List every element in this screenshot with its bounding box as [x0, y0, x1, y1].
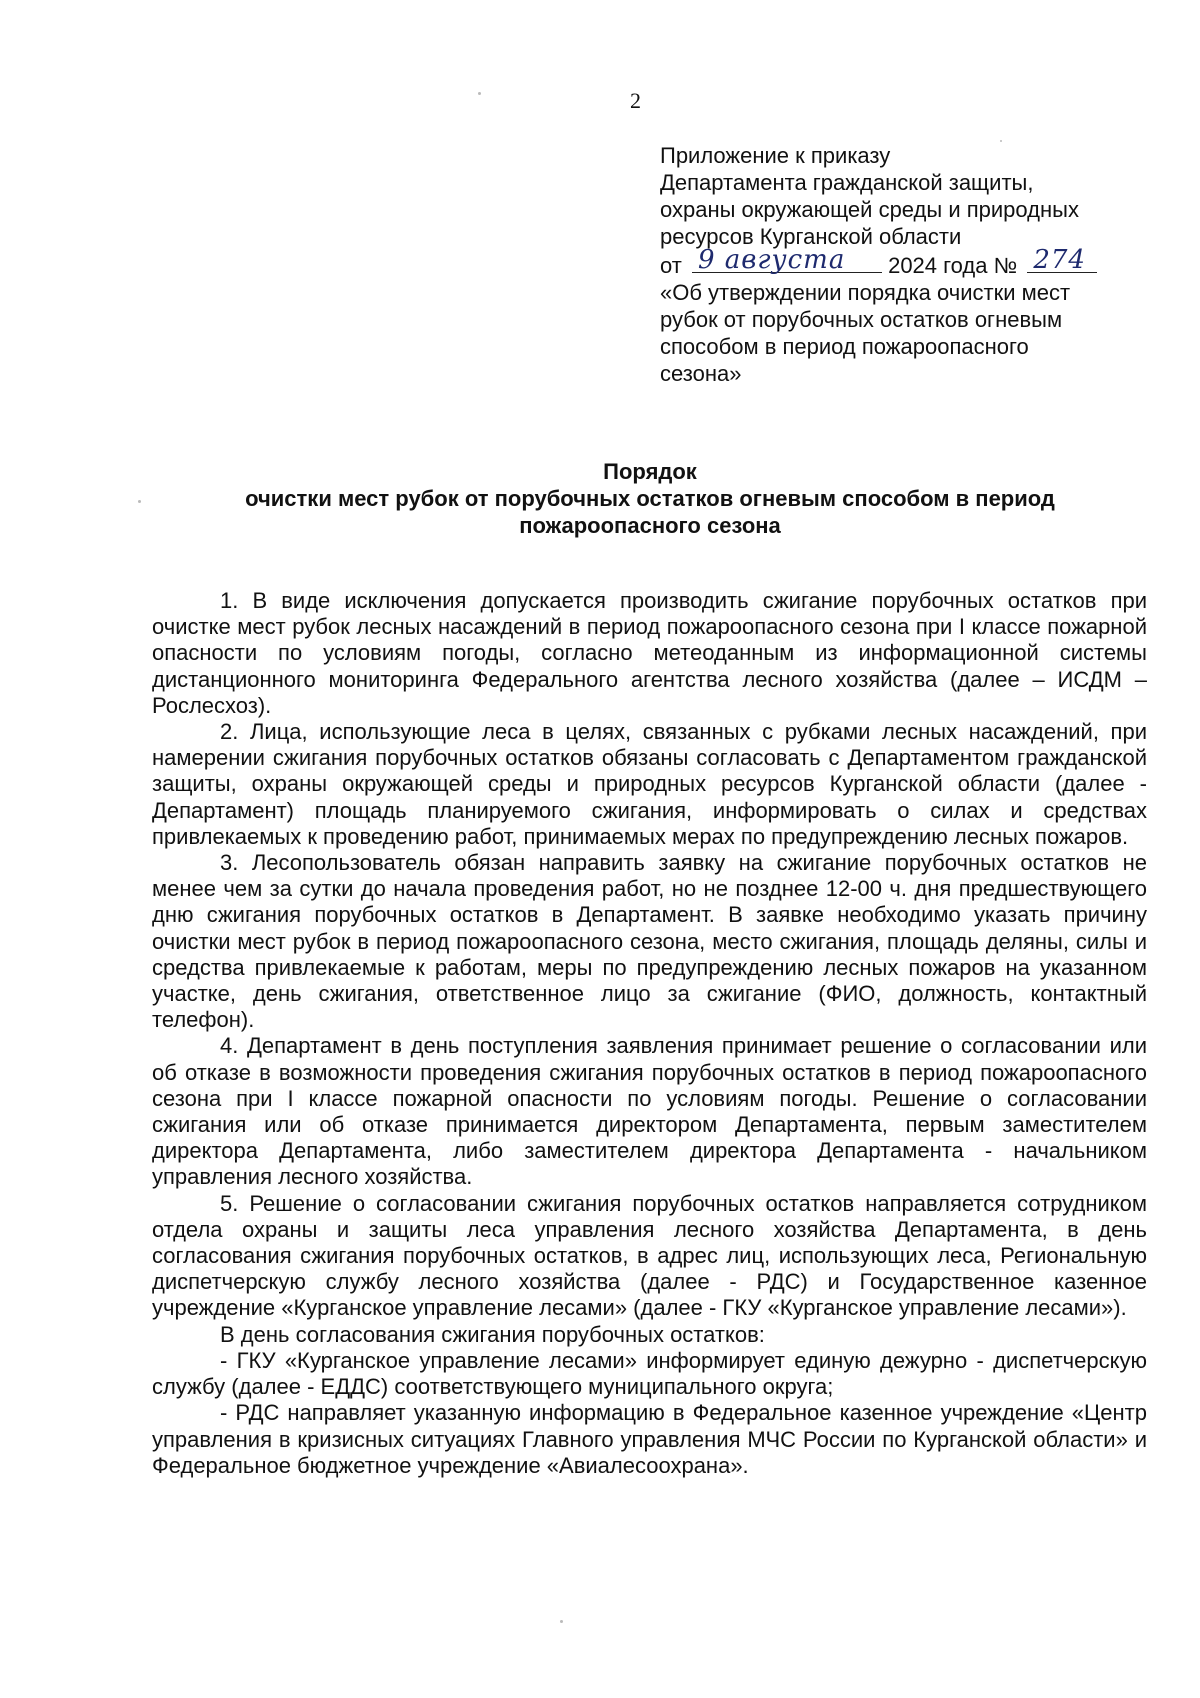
- title-line: Порядок: [603, 459, 697, 484]
- document-body: [152, 588, 1147, 1479]
- appendix-subject-line: способом в период пожароопасного: [660, 334, 1029, 359]
- paragraph-4: 4. Департамент в день поступления заявления принимает решение о согласовании или об отказе в возможности проведения сжигания порубочных остатков в период пожароопасного сезона при I классе пожарной опасности по условиям погоды. Решение о согласовании сжигания или об отказе принимается директором Департамента, первым заместителем директора Департамента, либо заместителем директора Департамента - начальником управления лесного хозяйства.: [152, 1033, 1147, 1190]
- page-number: 2: [630, 88, 641, 113]
- scan-speck: [478, 92, 481, 95]
- appendix-date-line: [660, 245, 1140, 279]
- appendix-subject-line: рубок от порубочных остатков огневым: [660, 307, 1063, 332]
- appendix-line: охраны окружающей среды и природных: [660, 197, 1079, 222]
- paragraph-8: - РДС направляет указанную информацию в Федеральное казенное учреждение «Центр управления в кризисных ситуациях Главного управления МЧС России по Курганской области» и Федеральное бюджетное учреждение «Авиалесоохрана».: [152, 1400, 1147, 1478]
- paragraph-5: 5. Решение о согласовании сжигания порубочных остатков направляется сотрудником отдела охраны и защиты леса управления лесного хозяйства Департамента, в день согласования сжигания порубочных остатков, в адрес лиц, использующих леса, Региональную диспетчерскую службу лесного хозяйства (далее - РДС) и Государственное казенное учреждение «Курганское управление лесами» (далее - ГКУ «Курганское управление лесами»).: [152, 1190, 1147, 1321]
- appendix-line: Департамента гражданской защиты,: [660, 170, 1034, 195]
- appendix-subject-line: сезона»: [660, 361, 742, 386]
- appendix-line: Приложение к приказу: [660, 143, 891, 168]
- title-line: пожароопасного сезона: [519, 513, 781, 538]
- year-text: 2024 года №: [888, 253, 1018, 278]
- scan-speck: [560, 1620, 563, 1623]
- paragraph-3: 3. Лесопользователь обязан направить заявку на сжигание порубочных остатков не менее чем за сутки до начала проведения работ, но не позднее 12-00 ч. дня предшествующего дню сжигания порубочных остатков в Департамент. В заявке необходимо указать причину очистки мест рубок в период пожароопасного сезона, место сжигания, площадь деляны, силы и средства привлекаемые к работам, меры по предупреждению лесных пожаров на указанном участке, день сжигания, ответственное лицо за сжигание (ФИО, должность, контактный телефон).: [152, 850, 1147, 1033]
- number-blank: [1027, 245, 1097, 275]
- appendix-block: [660, 142, 1140, 387]
- appendix-line: ресурсов Курганской области: [660, 224, 962, 249]
- scan-speck: [138, 500, 141, 503]
- paragraph-7: - ГКУ «Курганское управление лесами» информирует единую дежурно - диспетчерскую службу (далее - ЕДДС) соответствующего муниципального округа;: [152, 1347, 1147, 1400]
- handwritten-date: 9 августа: [697, 245, 846, 275]
- date-prefix: от: [660, 253, 682, 278]
- appendix-subject-line: «Об утверждении порядка очистки мест: [660, 280, 1071, 305]
- scan-speck: [1000, 140, 1002, 142]
- handwritten-number: 274: [1033, 245, 1086, 275]
- date-blank: [692, 245, 882, 275]
- paragraph-6: В день согласования сжигания порубочных остатков:: [220, 1321, 765, 1347]
- paragraph-1: 1. В виде исключения допускается производить сжигание порубочных остатков при очистке мест рубок лесных насаждений в период пожароопасного сезона при I классе пожарной опасности по условиям погоды, согласно метеоданным из информационной системы дистанционного мониторинга Федерального агентства лесного хозяйства (далее – ИСДМ – Рослесхоз).: [152, 588, 1147, 718]
- paragraph-2: 2. Лица, использующие леса в целях, связанных с рубками лесных насаждений, при намерении сжигания порубочных остатков обязаны согласовать с Департаментом гражданской защиты, охраны окружающей среды и природных ресурсов Курганской области (далее - Департамент) площадь планируемого сжигания, информировать о силах и средствах привлекаемых к проведению работ, принимаемых мерах по предупреждению лесных пожаров.: [152, 719, 1147, 849]
- title-line: очистки мест рубок от порубочных остатков огневым способом в период: [245, 486, 1055, 511]
- document-title: [150, 458, 1150, 539]
